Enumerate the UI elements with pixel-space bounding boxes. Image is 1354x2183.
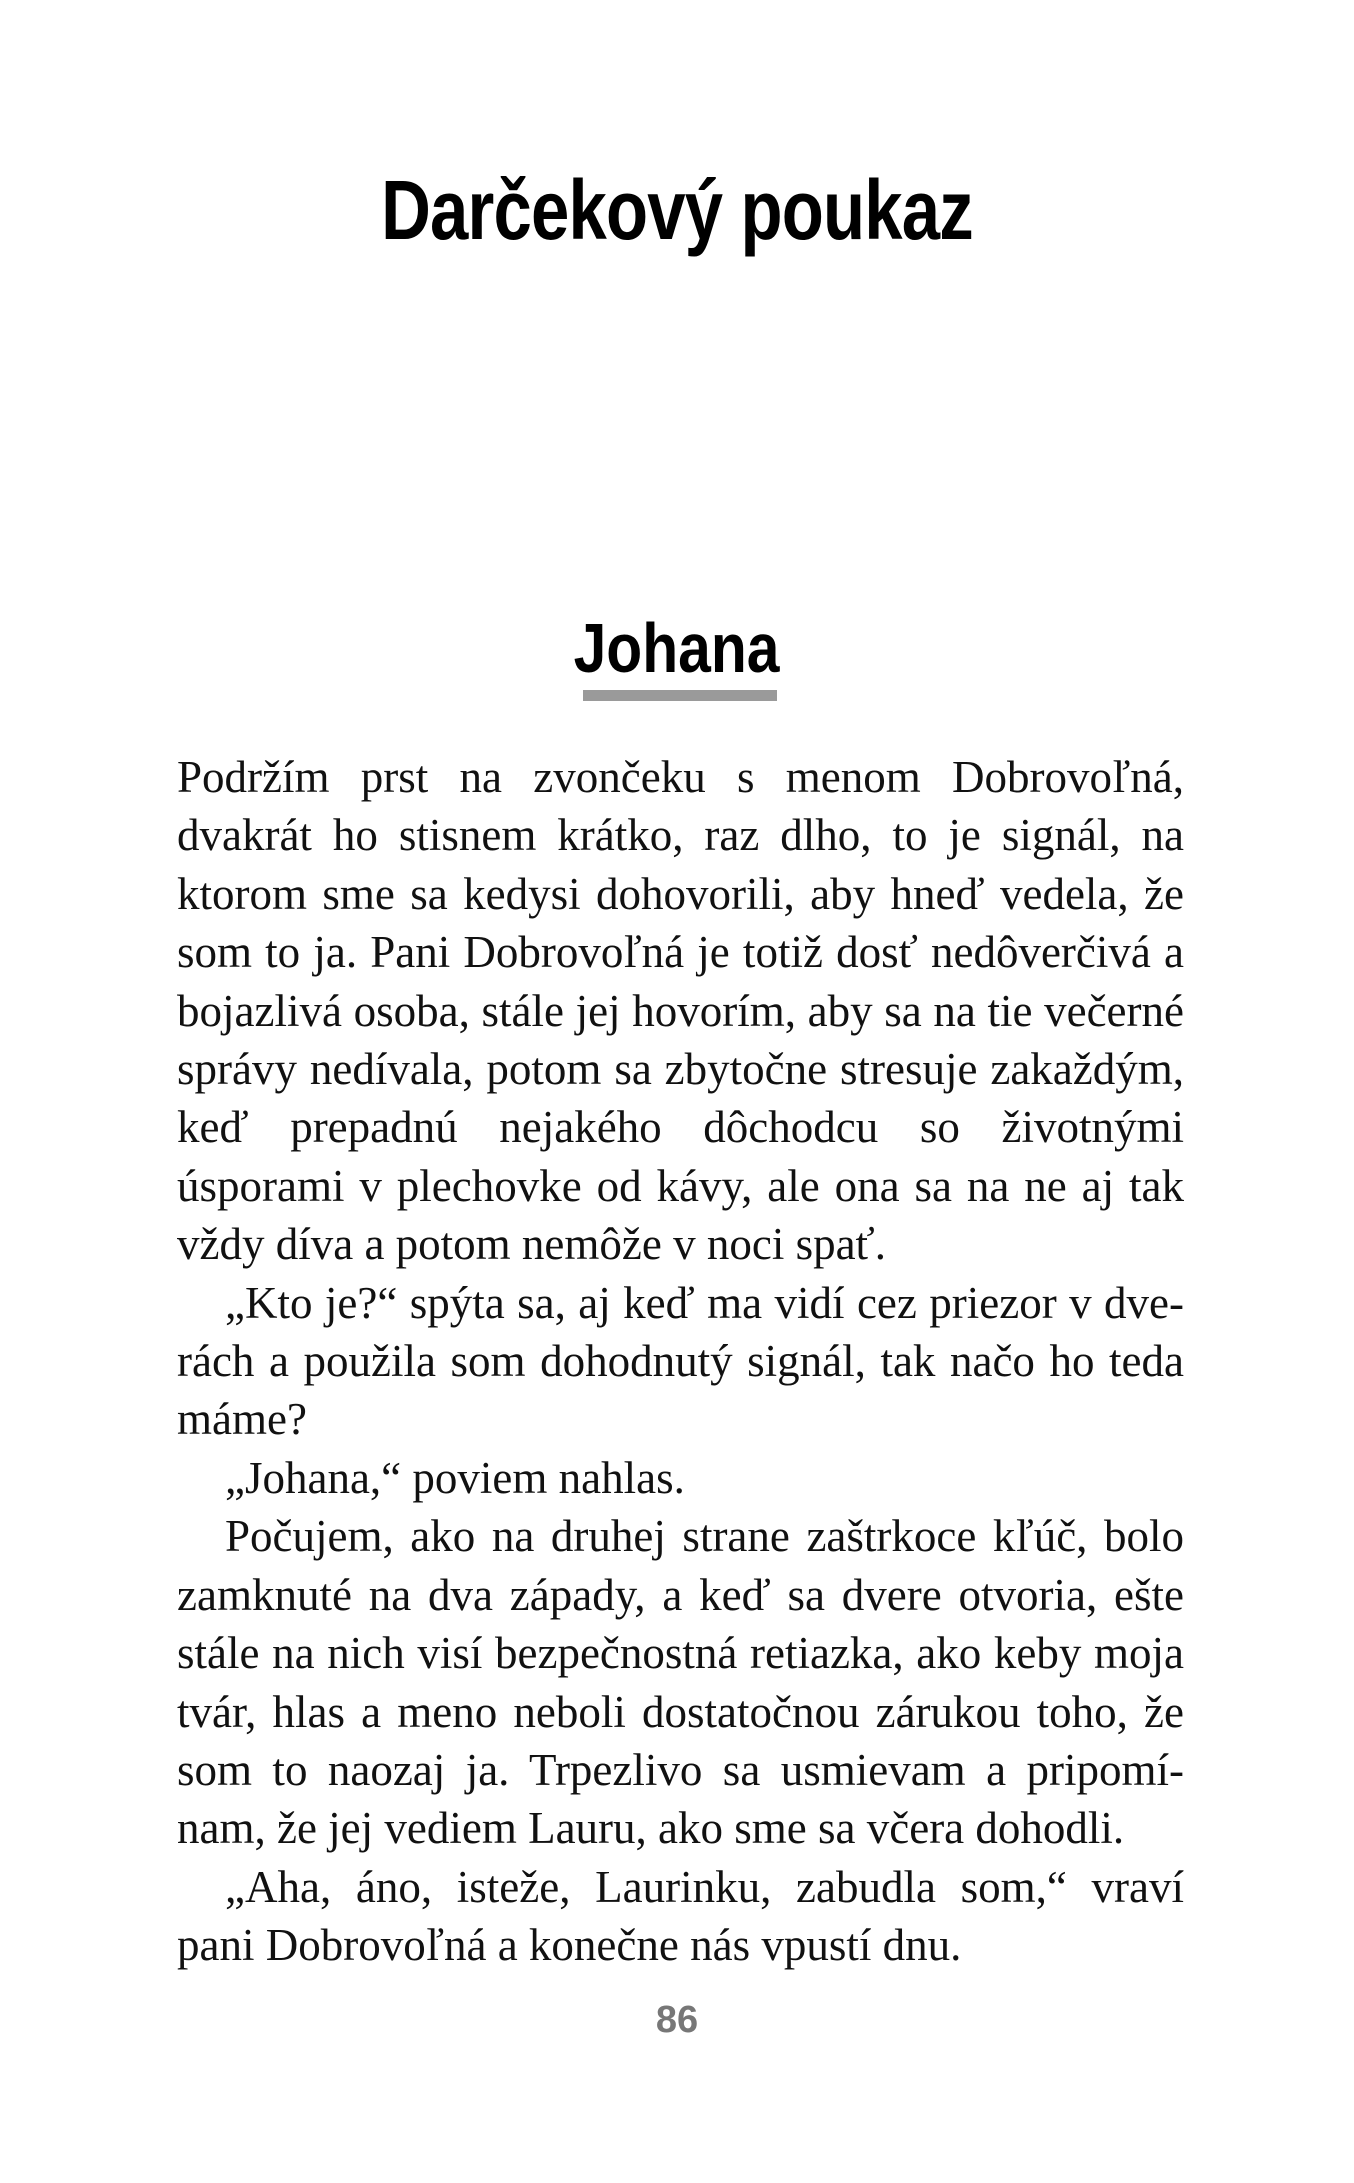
chapter-heading [0, 608, 1354, 688]
page-number: 86 [655, 1999, 699, 2041]
body-text [177, 748, 1184, 1975]
chapter-heading-text: Johana [574, 609, 780, 687]
paragraph: Počujem, ako na druhej strane zaštrkoce kľúč, bolo zamknuté na dva západy, a keď sa dvere otvoria, ešte stále na nich visí bezpečnostná retiazka, ako keby moja tvár, hlas a meno neboli dostatočnou zárukou toho, že som to naozaj ja. Trpezlivo sa usmievam a pripomínam, že jej vediem Lauru, ako sme sa včera dohodli. [177, 1511, 1184, 1854]
paragraph: „Johana,“ poviem nahlas. [225, 1452, 685, 1503]
book-title: Darčekový poukaz [381, 163, 973, 257]
paragraph: „Kto je?“ spýta sa, aj keď ma vidí cez priezor v dverách a použila som dohodnutý signál, tak načo ho teda máme? [177, 1277, 1184, 1445]
paragraph: „Aha, áno, isteže, Laurinku, zabudla som,“ vraví pani Dobrovoľná a konečne nás vpustí dnu. [177, 1861, 1184, 1971]
chapter-heading-underline [583, 690, 777, 701]
paragraph: Podržím prst na zvončeku s menom Dobrovoľná, dvakrát ho stisnem krátko, raz dlho, to je signál, na ktorom sme sa kedysi dohovorili, aby hneď vedela, že som to ja. Pani Dobrovoľná je totiž dosť nedôverčivá a bojazlivá osoba, stále jej hovorím, aby sa na tie večerné správy nedívala, potom sa zbytočne stresuje zakaždým, keď prepadnú nejakého dôchodcu so životnými úsporami v plechovke od kávy, ale ona sa na ne aj tak vždy díva a potom nemôže v noci spať. [177, 752, 1184, 1270]
